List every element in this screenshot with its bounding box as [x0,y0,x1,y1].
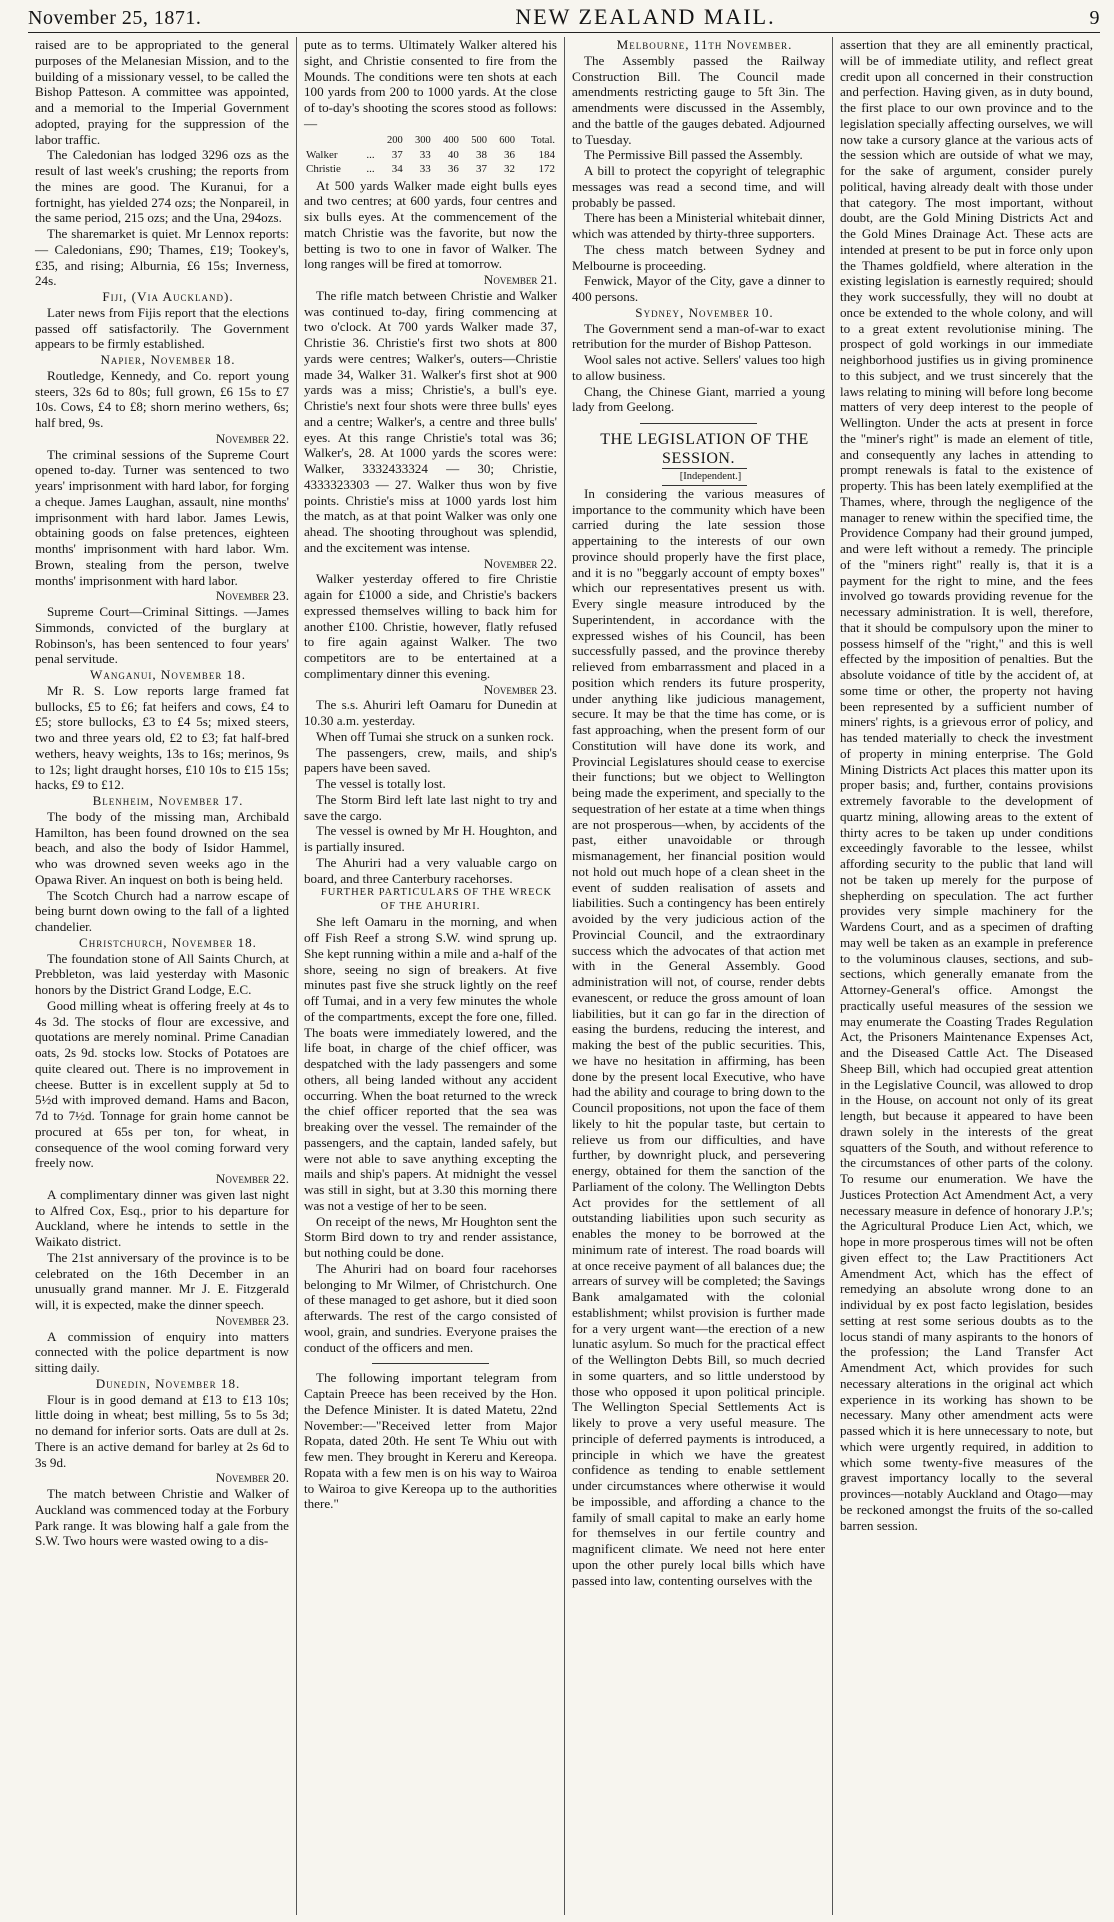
paragraph: Fenwick, Mayor of the City, gave a dinner to 400 persons. [572,273,825,304]
paragraph: The sharemarket is quiet. Mr Lennox reports:— Caledonians, £90; Thames, £19; Tookey's, £35, and rising; Alburnia, £6 15s; Inverness, 24s. [35,226,289,289]
editorial-source [572,468,825,486]
column-2 [296,37,564,1915]
score-table [304,134,557,176]
paragraph: A complimentary dinner was given last night to Alfred Cox, Esq., prior to his departure for Auckland, where he intends to settle in the Waikato district. [35,1186,289,1249]
dateline-dunedin: Dunedin, November 18. [95,1375,241,1391]
dateline-wanganui: Wanganui, November 18. [90,667,246,682]
paragraph: In considering the various measures of importance to the community which have been carried during the late session those appertaining to the interests of our own province should properly have the first place, and it is no "beggarly account of empty boxes" which our representatives present us with. Every single measure introduced by the Superintendent, in accordance with the expressed wishes of his Council, has been successfully passed, and the province thereby relieved from embarrassment and placed in a position which renders its future prosperity, under anything like judicious management, secure. It may be that the time has come, or is fast approaching, when the present form of our Constitution will have done its work, and Provincial Legislatures should cease to exercise their functions; but we object to Wellington being made the experiment, and specially to the sequestration of her estate at a time when things are not prosperous—when, by accidents of the past, either unavoidable or through mismanagement, her financial position would not hold out much hope of a clean sheet in the event of sudden realisation of assets and liabilities. Such a contingency has been entirely avoided by the very judicious action of the Provincial Council, and the extraordinary success which the advocates of that action met with in the General Assembly. Good administration will not, of course, render debts evanescent, or reduce the gross amount of loan liabilities, but it can go far in the direction of easing the burdens, reducing the interest, and making the best of the public securities. This, we have no hesitation in affirming, has been done by the present local Executive, who have had the ability and courage to bring down to the Council propositions, not upon the face of them likely to hit the popular taste, but certain to relieve us from our difficulties, and have further, by downright pluck, and persevering energy, obtained for them the sanction of the Parliament of the colony. The Wellington Debts Act provides for the settlement of all outstanding liabilities upon such security as enables the money to be borrowed at the minimum rate of interest. The road boards will at once receive payment of all balances due; the arrears of survey will be completed; the Savings Bank amalgamated with the colonial establishment; whilst provision is further made for a very urgent want—the erection of a new lunatic asylum. So much for the practical effect of the Wellington Debts Bill, so much decried in some quarters, and so little understood by those who opposed it upon political principle. The Wellington Special Settlements Act is likely to prove a very useful measure. The principle of deferred payments is introduced, a principle in which we have the greatest confidence as tending to enable settlement under circumstances where otherwise it would be impossible, and affording a chance to the family of small capital to make an early home for themselves in our fertile country and magnificent climate. We need not here enter upon the other purely local bills which have passed into law, contenting ourselves with the [572,485,825,1588]
paragraph: The Storm Bird left late last night to try and save the cargo. [304,791,557,823]
section-subhead: FURTHER PARTICULARS OF THE WRECK OF THE AHURIRI. [320,887,553,913]
paragraph: The vessel is totally lost. [316,776,446,791]
paragraph: The Permissive Bill passed the Assembly. [584,147,803,163]
paragraph: The Caledonian has lodged 3296 ozs as the result of last week's crushing; the reports from the mines are good. The Kuranui, for a fortnight, has yielded 274 ozs; the Nonpareil, in the same period, 215 ozs; and the Una, 294ozs. [35,147,289,226]
paragraph: The rifle match between Christie and Walker was continued to-day, firing commencing at two o'clock. At 700 yards Walker made 37, Christie 36. Christie's first two shots at 800 yards were centres; Walker's, outers—Christie made 34, Walker 31. Walker's first shot at 900 yards was a miss; Christie's, a bull's eye. Christie's next four shots were three bulls' eyes and a centre; Walker's, a centre and three bulls' eyes. At this range Christie's total was 36; Walker's, 28. At 1000 yards the scores were: Walker, 3332433324 — 30; Christie, 4333323303 — 27. Walker thus won by five points. Christie's miss at 1000 yards lost him the match, as at that point Walker was only one ahead. The shooting throughout was splendid, and the excitement was intense. [304,287,557,555]
paragraph: Good milling wheat is offering freely at 4s to 4s 3d. The stocks of flour are excessive, and quotations are merely nominal. Prime Canadian oats, 2s 9d. stocks low. Stocks of Potatoes are quite cleared out. There is no improvement in cheese. Butter is in excellent supply at 5d to 5½d with improved demand. Hams and Bacon, 7d to 7½d. Tonnage for grain home cannot be procured at 65s per ton, for wheat, in consequence of the wool coming forward very freely now. [35,997,289,1171]
column-3 [564,37,832,1915]
paragraph: Walker yesterday offered to fire Christie again for £1000 a side, and Christie's backers expressed themselves willing to back him for another £100. Christie, however, flatly refused to fire again against Walker. The two competitors are to be entertained at a complimentary dinner this evening. [304,571,557,681]
dateline-blenheim: Blenheim, November 17. [92,793,244,808]
paragraph: The s.s. Ahuriri left Oamaru for Dunedin at 10.30 a.m. yesterday. [304,697,557,728]
paragraph: The passengers, crew, mails, and ship's papers have been saved. [304,744,557,776]
paragraph: On receipt of the news, Mr Houghton sent the Storm Bird down to try and render assistance, but nothing could be done. [304,1213,557,1260]
paragraph: Flour is in good demand at £13 to £13 10s; little doing in wheat; best milling, 5s to 5s 3d; no demand for inferior sorts. Oats are dull at 2s. There is an active demand for barley at 2s 6d to 3s 9d. [35,1391,289,1470]
dateline: November 22. [215,430,289,446]
paragraph: A bill to protect the copyright of telegraphic messages was read a second time, and will probably be passed. [572,163,825,210]
newspaper-title: NEW ZEALAND MAIL. [515,4,776,29]
dateline-sydney: Sydney, November 10. [635,304,774,320]
editorial-source-label: [Independent.] [662,468,748,486]
paragraph: Wool sales not active. Sellers' values too high to allow business. [572,352,825,383]
dateline-christchurch: Christchurch, November 18. [79,934,257,950]
dateline: November 21. [483,272,557,287]
paragraph: The Assembly passed the Railway Construction Bill. The Council made amendments restricting gauge to 5ft 3in. The amendments were discussed in the Assembly, and the battle of the gauges debated. Adjourned to Tuesday. [572,52,825,147]
paragraph: Routledge, Kennedy, and Co. report young steers, 32s 6d to 80s; full grown, £6 15s to £7 10s. Cows, £4 to £8; shorn merino wethers, 6s; half bred, 9s. [35,367,289,430]
paragraph: The Government send a man-of-war to exact retribution for the murder of Bishop Patteson. [572,320,825,352]
dateline-fiji: Fiji, (Via Auckland). [102,289,234,304]
paragraph: The match between Christie and Walker of Auckland was commenced today at the Forbury Park range. It was blowing half a gale from the S.W. Two hours were wasted owing to a dis- [35,1486,289,1549]
paragraph: The criminal sessions of the Supreme Court opened to-day. Turner was sentenced to two years' imprisonment with hard labor, for forging a cheque. James Laughan, assault, nine months' imprisonment with hard labor. James Lewis, obtaining goods on false pretences, eighteen months' imprisonment with hard labor. Wm. Brown, stealing from the person, twelve months' imprisonment with hard labor. [35,446,289,588]
divider [372,1363,488,1364]
paragraph: The chess match between Sydney and Melbourne is proceeding. [572,241,825,273]
column-4 [832,37,1100,1915]
dateline-melbourne: Melbourne, 11th November. [616,37,793,52]
dateline: November 23. [483,681,557,697]
paragraph: When off Tumai she struck on a sunken rock. [316,728,554,744]
paragraph: The 21st anniversary of the province is to be celebrated on the 16th December in an unusually grand manner. Mr J. E. Fitzgerald will, it is expected, make the dinner speech. [35,1249,289,1312]
divider [640,423,756,424]
page-number: 9 [1089,7,1100,29]
paragraph: Chang, the Chinese Giant, married a young lady from Geelong. [572,383,825,415]
paragraph: The foundation stone of All Saints Church, at Prebbleton, was laid yesterday with Masonic honors by the District Grand Lodge, E.C. [35,950,289,997]
dateline: November 22. [215,1171,289,1186]
paragraph: The Scotch Church had a narrow escape of being burnt down owing to the fall of a lighted chandelier. [35,887,289,934]
paragraph: The body of the missing man, Archibald Hamilton, has been found drowned on the sea beach, and also the body of Isidor Hammel, who was drowned seven weeks ago in the Opawa River. An inquest on both is being held. [35,808,289,887]
paragraph: The vessel is owned by Mr H. Houghton, and is partially insured. [304,823,557,854]
dateline-napier: Napier, November 18. [100,352,236,367]
editorial-title: THE LEGISLATION OF THE SESSION. [600,431,809,467]
paragraph: The Ahuriri had a very valuable cargo on board, and three Canterbury racehorses. [304,854,557,886]
masthead [28,4,1100,33]
issue-date: November 25, 1871. [28,7,202,29]
article-columns [28,37,1100,1917]
paragraph: Mr R. S. Low reports large framed fat bullocks, £5 to £6; fat heifers and cows, £4 to £5; store bullocks, £3 to £4 5s; mixed steers, two and three years old, £2 to £3; fat half-bred wethers, heavy weights, 13s to 16s; merinos, 9s to 12s; light draught horses, £10 10s to £15 15s; hacks, £9 to £12. [35,682,289,793]
paragraph: raised are to be appropriated to the general purposes of the Melanesian Mission, and to the building of a missionary vessel, to be called the Bishop Patteson. A committee was appointed, and a memorial to the Imperial Government adopted, praying for the suppression of the labor traffic. [35,37,289,147]
dateline: November 23. [215,588,289,604]
dateline: November 23. [215,1312,289,1328]
paragraph: assertion that they are all eminently practical, will be of immediate utility, and reflect great credit upon all concerned in their construction and perfection. Having given, as in duty bound, the first place to our own province and to the legislation specially affecting ourselves, we will now take a cursory glance at the various acts of the session which are outside of what we may, for the sake of argument, consider purely political, having already dealt with those under that category. The most important, without doubt, are the Gold Mining Districts Act and the Gold Mines Drainage Act. These acts are intended at present to be put in force only upon the Thames goldfield, where alteration in the existing legislation is earnestly required; should they work successfully, they will no doubt at once be extended to the whole colony, and will to a great extent revolutionise mining. The prospect of gold workings in our immediate neighborhood justifies us in giving prominence to this subject, and we trust sincerely that the laws relating to mining will before long become matters of very deep interest to the people of Wellington. Under the acts at present in force the "miner's right" is made an element of title, and consequently any laches in attending to prompt renewals is fatal to the existence of property. This has been lately exemplified at the Thames, where, through the negligence of the manager to renew within the specified time, the Providence Company had their ground jumped, and were left without a remedy. The principle of the "miners right" really is, that it is a payment for the right to mine, and the fees involved go towards providing revenue for the necessary administration. It is well, therefore, that it should be compulsory upon the miner to possess himself of the "right," and this is well effected by the imposition of penalties. But the absolute voidance of title by the accident of, at some time or other, the property not having been represented by a sufficient number of miners' rights, is a grievous error of policy, and has tended materially to check the investment of property in mining enterprise. The Gold Mining Districts Act places this matter upon its proper basis; and, further, contains provisions extremely favorable to the development of quartz mining, allowing areas to the extent of thirty acres to be taken up under conditions exceedingly favorable to the lessee, whilst affording security to the public that land will not be taken up merely for the purpose of shepherding on speculation. The act further provides very simple machinery for the Wardens Court, and as a specimen of drafting may well be taken as an example in preference to the voluminous clauses, sections, and sub-sections, which generally emanate from the Attorney-General's office. Amongst the practically useful measures of the session we may enumerate the Coasting Trades Regulation Act, the Prisoners Maintenance Expenses Act, and the Diseased Cattle Act. The Diseased Sheep Bill, which had occupied great attention in the Legislative Council, was allowed to drop in the House, on account not only of its great length, but because it appeared to have been drawn solely in the interests of the great squatters of the South, and without reference to the circumstances of other parts of the colony. To resume our enumeration. We have the Justices Protection Act Amendment Act, a very necessary measure in defence of honorary J.P.'s; the Agricultural Produce Lien Act, which, we hope in more prosperous times will not be often given effect to; the Law Practitioners Act Amendment Act, which has the effect of remedying an absolute wrong done to an individual by ex post facto legislation, besides setting at rest some serious doubts as to the locus standi of many aspirants to the honors of the profession; the Land Transfer Act Amendment Act, which provides for such necessary alterations in the original act which experience in its working has shown to be necessary. Many other amendment acts were passed which it is here unnecessary to note, but which were urgently required, in addition to which some twenty-five measures of the gravest importancy locally to the several provinces—notably Auckland and Otago—may be reckoned amongst the fruits of the so-called barren session. [840,37,1093,1533]
dateline: November 20. [215,1470,289,1486]
score-table-header: 200 300 400 500 600 Total. [386,134,555,146]
dateline: November 22. [483,555,557,571]
column-1 [28,37,296,1915]
paragraph: A commission of enquiry into matters connected with the police department is now sitting daily. [35,1328,289,1375]
paragraph: The Ahuriri had on board four racehorses belonging to Mr Wilmer, of Christchurch. One of these managed to get ashore, but it died soon afterwards. The rest of the cargo consisted of wool, grain, and sundries. Everyone praises the conduct of the officers and men. [304,1260,557,1355]
paragraph: Later news from Fijis report that the elections passed off satisfactorily. The Government appears to be firmly established. [35,304,289,352]
score-row: Christie ... 34 33 36 37 32 172 [306,162,555,175]
paragraph: Supreme Court—Criminal Sittings. —James Simmonds, convicted of the burglary at Robinson's, has been sentenced to four years' penal servitude. [35,604,289,667]
score-row: Walker ... 37 33 40 38 36 184 [306,148,555,161]
paragraph: pute as to terms. Ultimately Walker altered his sight, and Christie consented to fire from the Mounds. The conditions were ten shots at each 100 yards from 200 to 1000 yards. At the close of to-day's shooting the scores stood as follows:— [304,37,557,131]
paragraph: The following important telegram from Captain Preece has been received by the Hon. the Defence Minister. It is dated Matetu, 22nd November:—"Received letter from Major Ropata, dated 20th. He sent Te Whiu out with few men. They brought in Kereru and Kereopa. Ropata with a few men is on his way to Wairoa to Wairoa to give Kereopa up to the authorities there." [304,1370,557,1512]
paragraph: There has been a Ministerial whitebait dinner, which was attended by thirty-three supporters. [572,210,825,241]
paragraph: At 500 yards Walker made eight bulls eyes and two centres; at 600 yards, four centres and six bulls eyes. At the commencement of the match Christie was the favorite, but now the betting is two to one in favor of Walker. The long ranges will be fired at tomorrow. [304,177,557,272]
paragraph: She left Oamaru in the morning, and when off Fish Reef a strong S.W. wind sprung up. She kept running within a mile and a-half of the shore, seeing no sign of breakers. At five minutes past five she struck lightly on the reef off Tumai, and in a very few minutes the whole of the compartments, except the fore one, filled. The boats were immediately lowered, and the life boat, in charge of the chief officer, was despatched with the lady passengers and some others, all being landed without any accident occurring. When the boat returned to the wreck the chief officer reported that the sea was breaking over the vessel. The remainder of the passengers, and the captain, landed safely, but were not able to save anything excepting the mails and ship's papers. At midnight the vessel was still in sight, but at 3.30 this morning there was not a vestige of her to be seen. [304,914,557,1213]
